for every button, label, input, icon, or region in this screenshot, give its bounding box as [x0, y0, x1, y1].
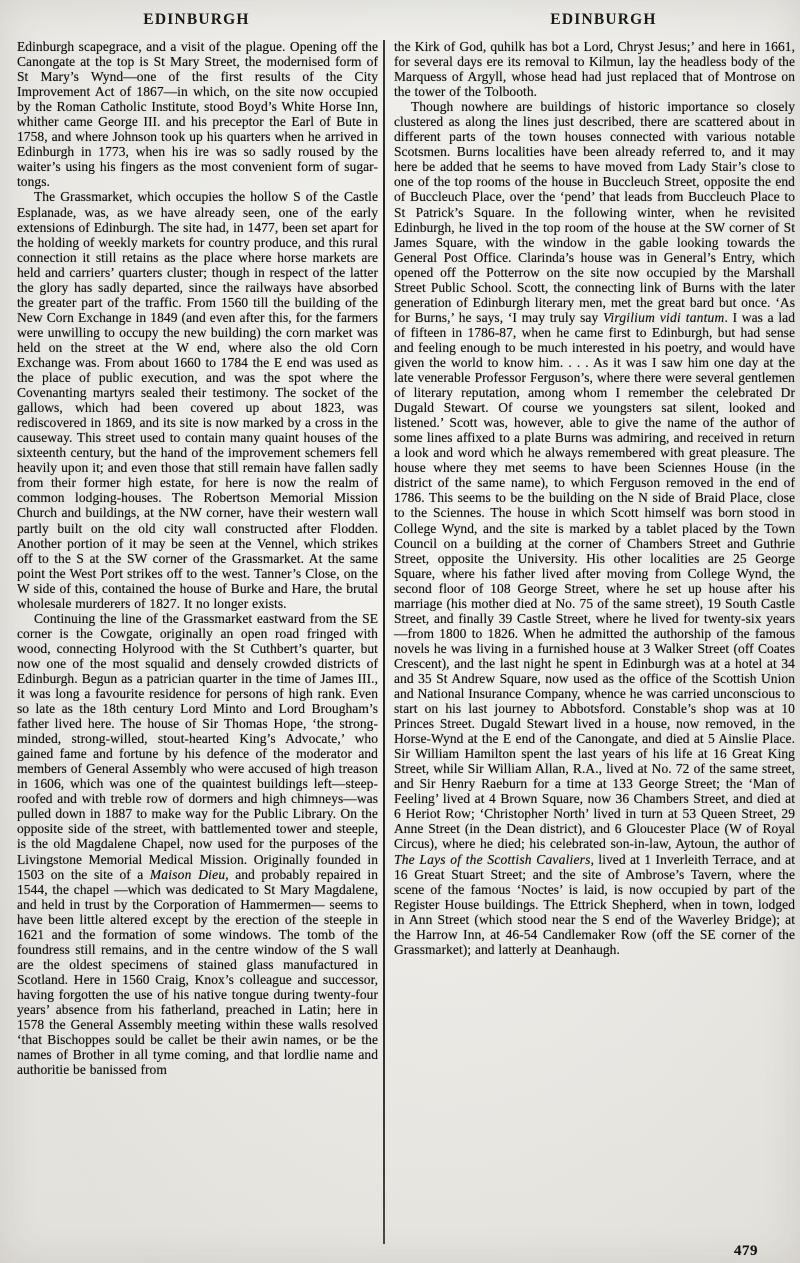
- page-number: 479: [734, 1243, 758, 1259]
- left-column: [0, 39, 383, 1245]
- running-heads: [0, 11, 800, 29]
- text-block: [0, 39, 800, 1263]
- paragraph: the Kirk of God, quhilk has bot a Lord, Chryst Jesus;’ and here in 1661, for several days ere its removal to Kilmun, lay the headless body of the Marquess of Argyll, whose head had just replaced that of Montrose on the tower of the Tolbooth.: [394, 39, 795, 100]
- paragraph: Continuing the line of the Grassmarket eastward from the SE corner is the Cowgate, originally an open road fringed with wood, connecting Holyrood with the St Cuthbert’s quarter, but now one of the most squalid and densely crowded districts of Edinburgh. Begun as a patrician quarter in the time of James III., it was long a favourite residence for persons of high rank. Even so late as the 18th century Lord Minto and Lord Brougham’s father lived here. The house of Sir Thomas Hope, ‘the strong-minded, strong-willed, stout-hearted King’s Advocate,’ who gained fame and fortune by his defence of the moderator and members of General Assembly who were accused of high treason in 1606, which was one of the quaintest buildings left—steep-roofed and with treble row of dormers and high chimneys—was pulled down in 1887 to make way for the Public Library. On the opposite side of the street, with battlemented tower and steeple, is the old Magdalene Chapel, now used for the purposes of the Livingstone Memorial Medical Mission. Originally founded in 1503 on the site of a Maison Dieu, and probably repaired in 1544, the chapel —which was dedicated to St Mary Magdalene, and held in trust by the Corporation of Hammermen— seems to have been little altered except by the erection of the steeple in 1621 and the formation of some windows. The tomb of the foundress still remains, and in the centre window of the S wall are the oldest specimens of stained glass manufactured in Scotland. Here in 1560 Craig, Knox’s colleague and successor, having forgotten the use of his native tongue during twenty-four years’ absence from his fatherland, preached in Latin; here in 1578 the General Assembly meeting within these walls resolved ‘that Bischoppes sould be callet be their awin names, or be the names of Brother in all tyme coming, and that lordlie name and authoritie be banissed from: [17, 610, 378, 1078]
- running-head-left: EDINBURGH: [143, 11, 250, 28]
- paragraph: Though nowhere are buildings of historic importance so closely clustered as along the lines just described, there are scattered about in different parts of the town houses connected with various notable Scotsmen. Burns localities have been already referred to, and it may here be added that he seems to have moved from Lady Stair’s close to one of the top rooms of the house in Buccleuch Street, opposite the end of Buccleuch Place, over the ‘pend’ that leads from Buccleuch Place to St Patrick’s Square. In the following winter, when he revisited Edinburgh, he lived in the top room of the house at the SW corner of St James Square, with the window in the gable looking towards the General Post Office. Clarinda’s house was in General’s Entry, which opened off the Potterrow on the site now occupied by the Marshall Street Public School. Scott, the connecting link of Burns with the later generation of Edinburgh literary men, met the great bard but once. ‘As for Burns,’ he says, ‘I may truly say Virgilium vidi tantum. I was a lad of fifteen in 1786-87, when he came first to Edinburgh, but had sense and feeling enough to be much interested in his poetry, and would have given the world to know him. . . . As it was I saw him one day at the late venerable Professor Ferguson’s, where there were several gentlemen of literary reputation, among whom I remember the celebrated Dr Dugald Stewart. Of course we youngsters sat silent, looked and listened.’ Scott was, however, able to give the name of the author of some lines affixed to a plate Burns was admiring, and received in return a look and word which he always remembered with great pleasure. The house where they met seems to have been Sciennes House (in the district of the same name), to which Ferguson removed in the end of 1786. This seems to be the building on the N side of Braid Place, close to the Sciennes. The house in which Scott himself was born stood in College Wynd, and the site is marked by a tablet placed by the Town Council on a building at the corner of Chambers Street and Guthrie Street, opposite the University. His other localities are 25 George Square, where his father lived after moving from College Wynd, the second floor of 108 George Street, where he set up house after his marriage (his mother died at No. 75 of the same street), 19 South Castle Street, and finally 39 Castle Street, where he lived for twenty-six years—from 1800 to 1826. When he admitted the authorship of the famous novels he was living in a furnished house at 3 Walker Street (off Coates Crescent), and the last night he spent in Edinburgh was at a hotel at 34 and 35 St Andrew Square, now used as the office of the Scottish Union and National Insurance Company, whence he was carried unconscious to start on his last journey to Abbotsford. Constable’s shop was at 10 Princes Street. Dugald Stewart lived in a house, now removed, in the Horse-Wynd at the E end of the Canongate, and died at 5 Ainslie Place. Sir William Hamilton spent the last years of his life at 16 Great King Street, while Sir William Allan, R.A., lived at No. 72 of the same street, and Sir Henry Raeburn for a time at 133 George Street; the ‘Man of Feeling’ lived at 4 Brown Square, now 36 Chambers Street, and died at 6 Heriot Row; ‘Christopher North’ lived in turn at 53 Queen Street, 29 Anne Street (in the Dean district), and 6 Gloucester Place (W of Royal Circus), where he died; his celebrated son-in-law, Aytoun, the author of The Lays of the Scottish Cavaliers, lived at 1 Inverleith Terrace, and at 16 Great Stuart Street; and the site of Ambrose’s Tavern, where the scene of the famous ‘Noctes’ is laid, is now occupied by part of the Register House buildings. The Ettrick Shepherd, when in town, lodged in Ann Street (which stood near the S end of the Waverley Bridge); at the Harrow Inn, at 46-54 Candlemaker Row (off the SE corner of the Grassmarket); and latterly at Deanhaugh.: [394, 99, 796, 957]
- right-column: [385, 39, 800, 1245]
- paragraph: The Grassmarket, which occupies the hollow S of the Castle Esplanade, was, as we have already seen, one of the early extensions of Edinburgh. The site had, in 1477, been set apart for the holding of weekly markets for country produce, and this rural connection it still retains as the place where horse markets are held and carriers’ quarters cluster; though in respect of the latter the glory has sadly departed, since the railways have absorbed the greater part of the traffic. From 1560 till the building of the New Corn Exchange in 1849 (and even after this, for the farmers were unwilling to occupy the new building) the corn market was held on the street at the W end, where also the old Corn Exchange was. From about 1660 to 1784 the E end was used as the place of public execution, and was the spot where the Covenanting martyrs sealed their testimony. The socket of the gallows, which had been covered up about 1823, was rediscovered in 1869, and its site is now marked by a cross in the causeway. This street used to contain many quaint houses of the sixteenth century, but the hand of the improvement schemers fell heavily upon it; and even those that still remain have fallen sadly from their former high estate, for here is now the realm of common lodging-houses. The Robertson Memorial Mission Church and buildings, at the NW corner, have their western wall partly built on the old city wall constructed after Flodden. Another portion of it may be seen at the Vennel, which strikes off to the S at the SW corner of the Grassmarket. At the same point the West Port strikes off to the west. Tanner’s Close, on the W side of this, contained the house of Burke and Hare, the brutal wholesale murderers of 1827. It no longer exists.: [17, 189, 378, 611]
- paragraph: Edinburgh scapegrace, and a visit of the plague. Opening off the Canongate at the top is St Mary Street, the modernised form of St Mary’s Wynd—one of the first results of the City Improvement Act of 1867—in which, on the site now occupied by the Roman Catholic Institute, stood Boyd’s White Horse Inn, whither came George III. and his preceptor the Earl of Bute in 1758, and where Johnson took up his quarters when he arrived in Edinburgh in 1773, when his ire was so sadly roused by the waiter’s using his fingers as the most convenient form of sugar-tongs.: [17, 39, 378, 190]
- running-head-right: EDINBURGH: [550, 11, 657, 28]
